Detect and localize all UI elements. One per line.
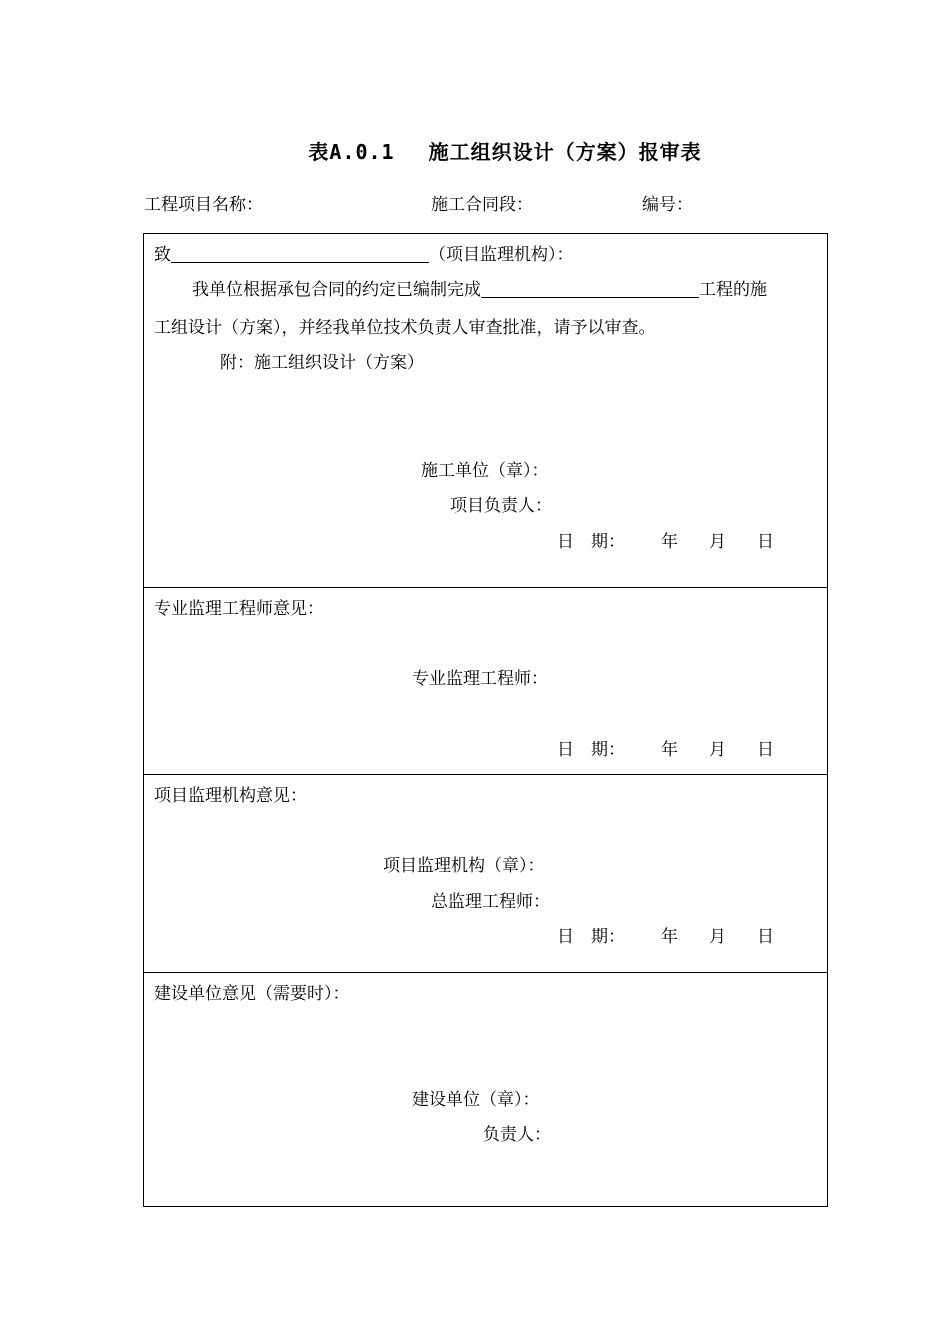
date-label: 日 期： — [557, 740, 625, 760]
client-section — [144, 972, 827, 1206]
form-title — [0, 136, 950, 165]
to-suffix: （项目监理机构）： — [429, 245, 574, 265]
project-name-label: 工程项目名称： — [144, 195, 263, 215]
year-label: 年 — [661, 927, 678, 947]
project-blank[interactable] — [481, 279, 699, 298]
supervision-agency-section — [144, 774, 827, 973]
client-opinion-heading: 建设单位意见（需要时）： — [154, 984, 350, 1004]
day-label: 日 — [757, 740, 774, 760]
agency-seal-label: 项目监理机构（章）： — [383, 856, 545, 876]
form-code: 表A.0.1 — [308, 140, 395, 164]
body-line-1-start: 我单位根据承包合同的约定已编制完成 — [192, 280, 481, 300]
review-form-table — [143, 233, 828, 1207]
client-signer-label: 负责人： — [483, 1125, 551, 1145]
month-label: 月 — [709, 927, 726, 947]
date-line — [557, 527, 774, 552]
contractor-seal-label: 施工单位（章）： — [421, 461, 549, 481]
body-line-1-end: 工程的施 — [699, 280, 767, 300]
body-line-2: 工组设计（方案），并经我单位技术负责人审查批准，请予以审查。 — [154, 318, 656, 338]
to-prefix: 致 — [154, 245, 171, 265]
number-label: 编号： — [642, 195, 693, 215]
chief-engineer-label: 总监理工程师： — [431, 892, 550, 912]
attachment-line: 附：施工组织设计（方案） — [220, 353, 424, 373]
year-label: 年 — [661, 740, 678, 760]
body-line-1 — [192, 275, 767, 300]
date-line — [557, 735, 774, 760]
submission-section — [144, 234, 827, 588]
specialist-opinion-heading: 专业监理工程师意见： — [154, 599, 324, 619]
addressee-line — [154, 240, 574, 265]
day-label: 日 — [757, 532, 774, 552]
agency-opinion-heading: 项目监理机构意见： — [154, 786, 307, 806]
specialist-engineer-section — [144, 587, 827, 775]
year-label: 年 — [661, 532, 678, 552]
project-manager-label: 项目负责人： — [450, 496, 552, 516]
date-label: 日 期： — [557, 927, 625, 947]
contract-section-label: 施工合同段： — [431, 195, 533, 215]
date-line — [557, 922, 774, 947]
date-label: 日 期： — [557, 532, 625, 552]
month-label: 月 — [709, 740, 726, 760]
addressee-blank[interactable] — [171, 244, 429, 263]
month-label: 月 — [709, 532, 726, 552]
form-name: 施工组织设计（方案）报审表 — [428, 140, 702, 164]
specialist-engineer-label: 专业监理工程师： — [412, 669, 548, 689]
client-seal-label: 建设单位（章）： — [412, 1090, 540, 1110]
day-label: 日 — [757, 927, 774, 947]
